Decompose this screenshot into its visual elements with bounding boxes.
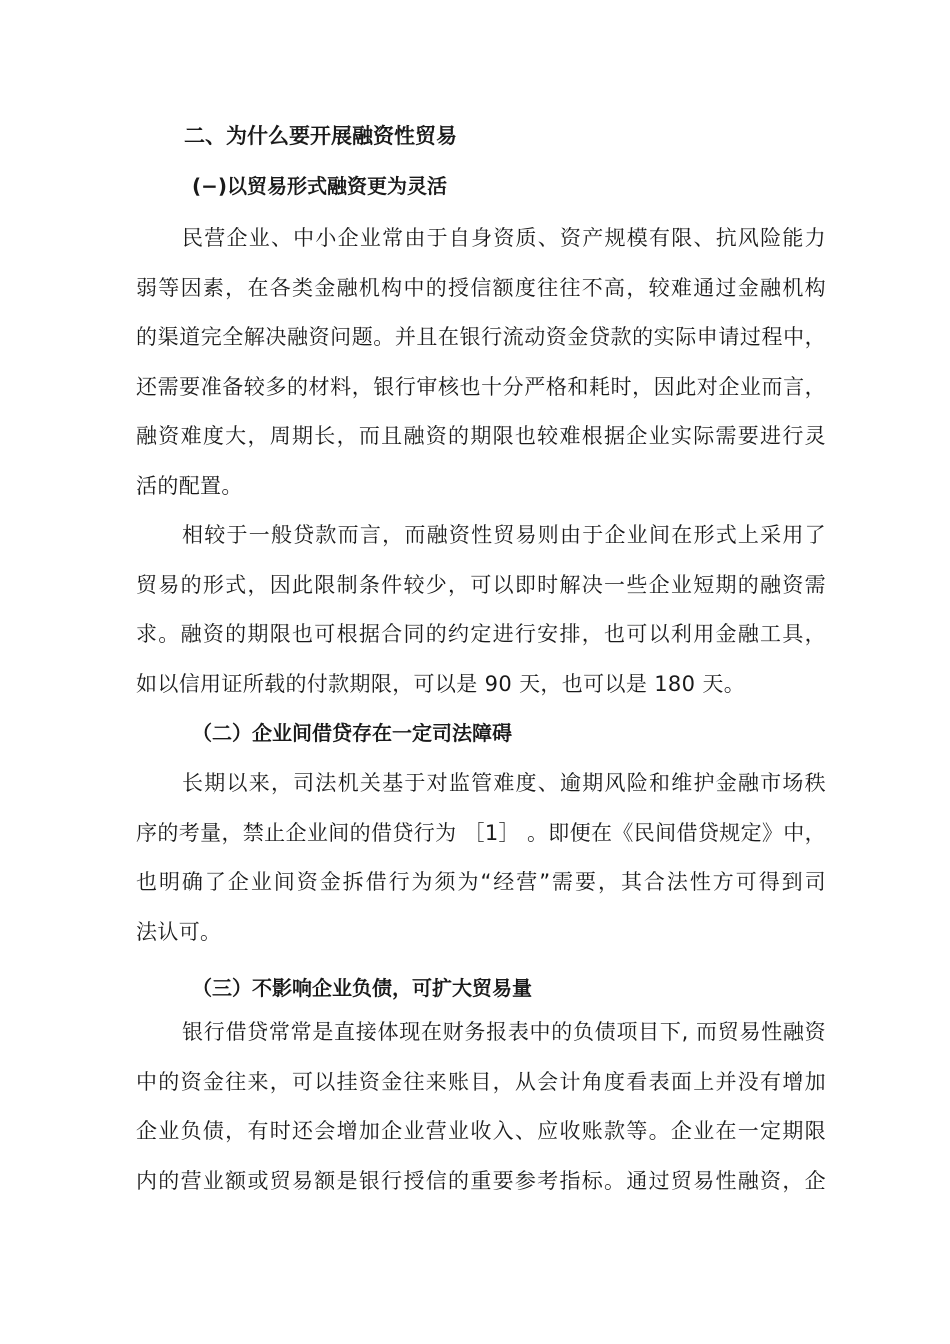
paragraph-line: 还需要准备较多的材料，银行审核也十分严格和耗时，因此对企业而言， bbox=[136, 374, 826, 399]
paragraph-line: 银行借贷常常是直接体现在财务报表中的负债项目下, 而贸易性融资 bbox=[182, 1020, 826, 1044]
paragraph-line: 法认可。 bbox=[136, 919, 222, 944]
paragraph-line: 内的营业额或贸易额是银行授信的重要参考指标。通过贸易性融资，企 bbox=[136, 1168, 826, 1193]
paragraph-4 bbox=[136, 1008, 826, 1206]
paragraph-2 bbox=[136, 511, 826, 709]
paragraph-line: 民营企业、中小企业常由于自身资质、资产规模有限、抗风险能力 bbox=[182, 226, 826, 250]
paragraph-line: 也明确了企业间资金拆借行为须为“经营”需要，其合法性方可得到司 bbox=[136, 870, 826, 894]
paragraph-line: 序的考量，禁止企业间的借贷行为 ［1］ 。即便在《民间借贷规定》中， bbox=[136, 820, 826, 845]
paragraph-line: 贸易的形式，因此限制条件较少，可以即时解决一些企业短期的融资需 bbox=[136, 572, 826, 597]
paragraph-line: 中的资金往来，可以挂资金往来账目，从会计角度看表面上并没有增加 bbox=[136, 1069, 826, 1094]
paragraph-line: 融资难度大，周期长，而且融资的期限也较难根据企业实际需要进行灵 bbox=[136, 424, 826, 448]
paragraph-line: 活的配置。 bbox=[136, 473, 243, 498]
paragraph-line: 弱等因素，在各类金融机构中的授信额度往往不高，较难通过金融机构 bbox=[136, 275, 826, 300]
paragraph-line: 相较于一般贷款而言，而融资性贸易则由于企业间在形式上采用了 bbox=[182, 523, 826, 547]
paragraph-line: 的渠道完全解决融资问题。并且在银行流动资金贷款的实际申请过程中， bbox=[136, 325, 826, 349]
paragraph-3 bbox=[136, 759, 826, 957]
paragraph-line: 求。融资的期限也可根据合同的约定进行安排，也可以利用金融工具， bbox=[136, 622, 826, 646]
section-title: 二、为什么要开展融资性贸易 bbox=[184, 124, 457, 148]
paragraph-1 bbox=[136, 214, 826, 511]
paragraph-line: 长期以来，司法机关基于对监管难度、逾期风险和维护金融市场秩 bbox=[182, 771, 826, 795]
subsection-heading-1: (−)以贸易形式融资更为灵活 bbox=[192, 174, 448, 198]
subsection-heading-2: （二）企业间借贷存在一定司法障碍 bbox=[192, 721, 512, 745]
subsection-heading-3: （三）不影响企业负债，可扩大贸易量 bbox=[192, 976, 532, 1000]
paragraph-line: 如以信用证所载的付款期限，可以是 90 天，也可以是 180 天。 bbox=[136, 671, 746, 696]
paragraph-line: 企业负债，有时还会增加企业营业收入、应收账款等。企业在一定期限 bbox=[136, 1119, 826, 1143]
